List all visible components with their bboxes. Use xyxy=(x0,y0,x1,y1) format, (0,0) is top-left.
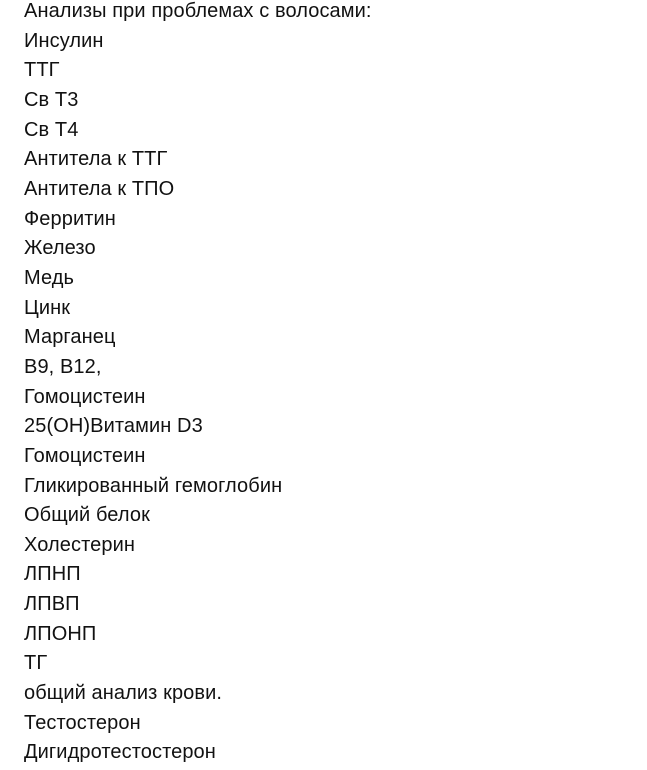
note-title: Анализы при проблемах с волосами: xyxy=(24,0,372,22)
list-item: ТГ xyxy=(24,652,48,675)
list-item: Марганец xyxy=(24,326,116,349)
list-item: Цинк xyxy=(24,296,71,319)
list-item: Тестостерон xyxy=(24,711,141,734)
list-item: В9, В12, xyxy=(24,355,102,378)
list-item: Ферритин xyxy=(24,207,116,230)
list-item: Холестерин xyxy=(24,533,135,556)
list-item: Гомоцистеин xyxy=(24,444,146,467)
list-item: ЛПВП xyxy=(24,593,80,616)
list-item: Гомоцистеин xyxy=(24,385,146,408)
list-item: ЛПОНП xyxy=(24,622,97,645)
list-item: Инсулин xyxy=(24,29,104,52)
list-item: Железо xyxy=(24,237,96,260)
list-item: ЛПНП xyxy=(24,563,81,586)
list-item: 25(ОН)Витамин D3 xyxy=(24,415,203,438)
list-item: Дигидротестостерон xyxy=(24,741,216,764)
list-item: ТТГ xyxy=(24,59,60,82)
list-item: Св Т3 xyxy=(24,88,79,111)
note-text-block xyxy=(24,0,634,768)
list-item: Антитела к ТТГ xyxy=(24,148,168,171)
list-item: Медь xyxy=(24,266,75,289)
list-item: Общий белок xyxy=(24,504,150,527)
list-item: общий анализ крови. xyxy=(24,682,223,705)
list-item: Св Т4 xyxy=(24,118,79,141)
list-item: Гликированный гемоглобин xyxy=(24,474,283,497)
list-item: Антитела к ТПО xyxy=(24,177,175,200)
